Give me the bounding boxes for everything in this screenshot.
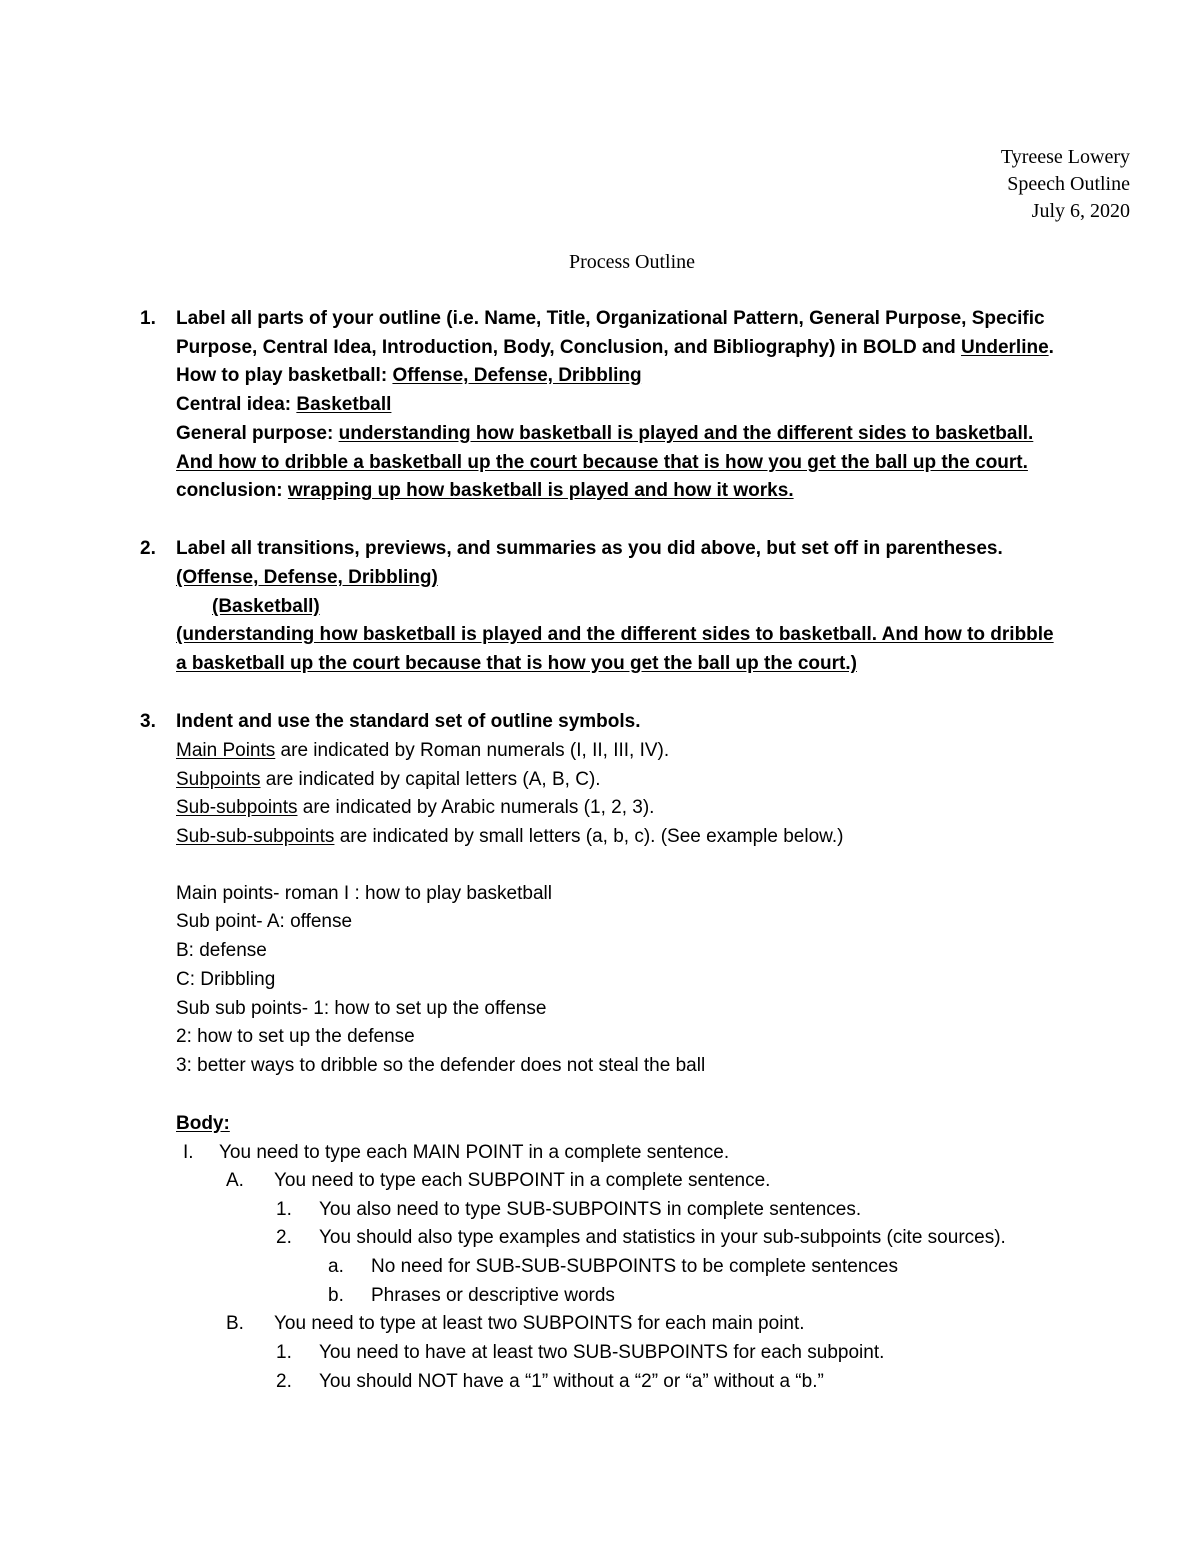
outline-text: Phrases or descriptive words (371, 1285, 615, 1306)
outline-text: You also need to type SUB-SUBPOINTS in complete sentences. (319, 1199, 862, 1220)
item-1-line-2-text: Purpose, Central Idea, Introduction, Body, Conclusion, and Bibliography) in BOLD and (176, 337, 962, 358)
how-to-play-value: Offense, Defense, Dribbling (392, 365, 642, 386)
outline-marker: 1. (276, 1342, 292, 1363)
outline-marker: B. (226, 1313, 244, 1334)
item-3-number: 3. (140, 711, 156, 732)
outline-text: You should also type examples and statistics in your sub-subpoints (cite sources). (319, 1227, 1006, 1248)
example-line: Main points- roman I : how to play basketball (176, 883, 552, 904)
item-1-line-2-period: . (1048, 337, 1054, 358)
sub-subpoints-term: Sub-subpoints (176, 797, 298, 818)
conclusion-line (176, 477, 794, 505)
general-purpose-label: General purpose: (176, 423, 339, 444)
subpoints-term: Subpoints (176, 769, 261, 790)
main-points-desc: are indicated by Roman numerals (I, II, III, IV). (275, 740, 670, 761)
outline-marker: A. (226, 1170, 244, 1191)
example-line: Sub point- A: offense (176, 911, 353, 932)
item-1-number: 1. (140, 308, 156, 329)
body-heading: Body: (176, 1113, 230, 1134)
example-line: 3: better ways to dribble so the defender does not steal the ball (176, 1055, 706, 1076)
main-points-line (176, 737, 669, 765)
author-name: Tyreese Lowery (1000, 146, 1130, 168)
outline-marker: 2. (276, 1371, 292, 1392)
item-1-line-1: Label all parts of your outline (i.e. Name, Title, Organizational Pattern, General Purpose, Specific (176, 308, 1045, 329)
general-purpose-value-1: understanding how basketball is played and the different sides to basketball. (338, 423, 1034, 444)
conclusion-value: wrapping up how basketball is played and how it works. (287, 480, 794, 501)
outline-marker: b. (328, 1285, 344, 1306)
central-idea-label: Central idea: (176, 394, 297, 415)
item-2-purpose-1: (understanding how basketball is played and the different sides to basketball. And how to dribble (176, 624, 1054, 645)
outline-text: You need to type each MAIN POINT in a complete sentence. (219, 1142, 730, 1163)
sub-sub-subpoints-line (176, 823, 843, 851)
item-2-central: (Basketball) (212, 596, 320, 617)
outline-text: No need for SUB-SUB-SUBPOINTS to be complete sentences (371, 1256, 898, 1277)
outline-text: You need to type at least two SUBPOINTS for each main point. (274, 1313, 805, 1334)
how-to-play-label: How to play basketball: (176, 365, 393, 386)
main-points-term: Main Points (176, 740, 276, 761)
header-block (1001, 144, 1130, 225)
item-3-line-1: Indent and use the standard set of outline symbols. (176, 711, 641, 732)
item-2-preview: (Offense, Defense, Dribbling) (176, 567, 438, 588)
example-line: Sub sub points- 1: how to set up the offense (176, 998, 547, 1019)
general-purpose-line (176, 420, 1033, 448)
underline-word: Underline (961, 337, 1049, 358)
item-2-purpose-2: a basketball up the court because that is how you get the ball up the court.) (176, 653, 857, 674)
outline-marker: 1. (276, 1199, 292, 1220)
document-date: July 6, 2020 (1031, 200, 1130, 222)
outline-marker: 2. (276, 1227, 292, 1248)
sub-subpoints-line (176, 794, 654, 822)
item-2-number: 2. (140, 538, 156, 559)
subpoints-line (176, 766, 601, 794)
outline-marker: I. (183, 1142, 194, 1163)
sub-subpoints-desc: are indicated by Arabic numerals (1, 2, 3). (297, 797, 655, 818)
outline-marker: a. (328, 1256, 344, 1277)
course-name: Speech Outline (1007, 173, 1130, 195)
example-line: B: defense (176, 940, 267, 961)
example-line: 2: how to set up the defense (176, 1026, 415, 1047)
item-2-line-1: Label all transitions, previews, and summaries as you did above, but set off in parentheses. (176, 538, 1003, 559)
how-to-play-line (176, 362, 642, 390)
document-title: Process Outline (568, 251, 696, 273)
outline-text: You need to type each SUBPOINT in a complete sentence. (274, 1170, 771, 1191)
item-1-line-2 (176, 334, 1054, 362)
general-purpose-value-2: And how to dribble a basketball up the court because that is how you get the ball up the court. (176, 452, 1028, 473)
outline-text: You should NOT have a “1” without a “2” or “a” without a “b.” (319, 1371, 824, 1392)
central-idea-line (176, 391, 391, 419)
central-idea-value: Basketball (296, 394, 392, 415)
sub-sub-subpoints-term: Sub-sub-subpoints (176, 826, 335, 847)
sub-sub-subpoints-desc: are indicated by small letters (a, b, c). (See example below.) (334, 826, 844, 847)
conclusion-label: conclusion: (176, 480, 288, 501)
example-line: C: Dribbling (176, 969, 276, 990)
subpoints-desc: are indicated by capital letters (A, B, C). (260, 769, 601, 790)
outline-text: You need to have at least two SUB-SUBPOINTS for each subpoint. (319, 1342, 885, 1363)
